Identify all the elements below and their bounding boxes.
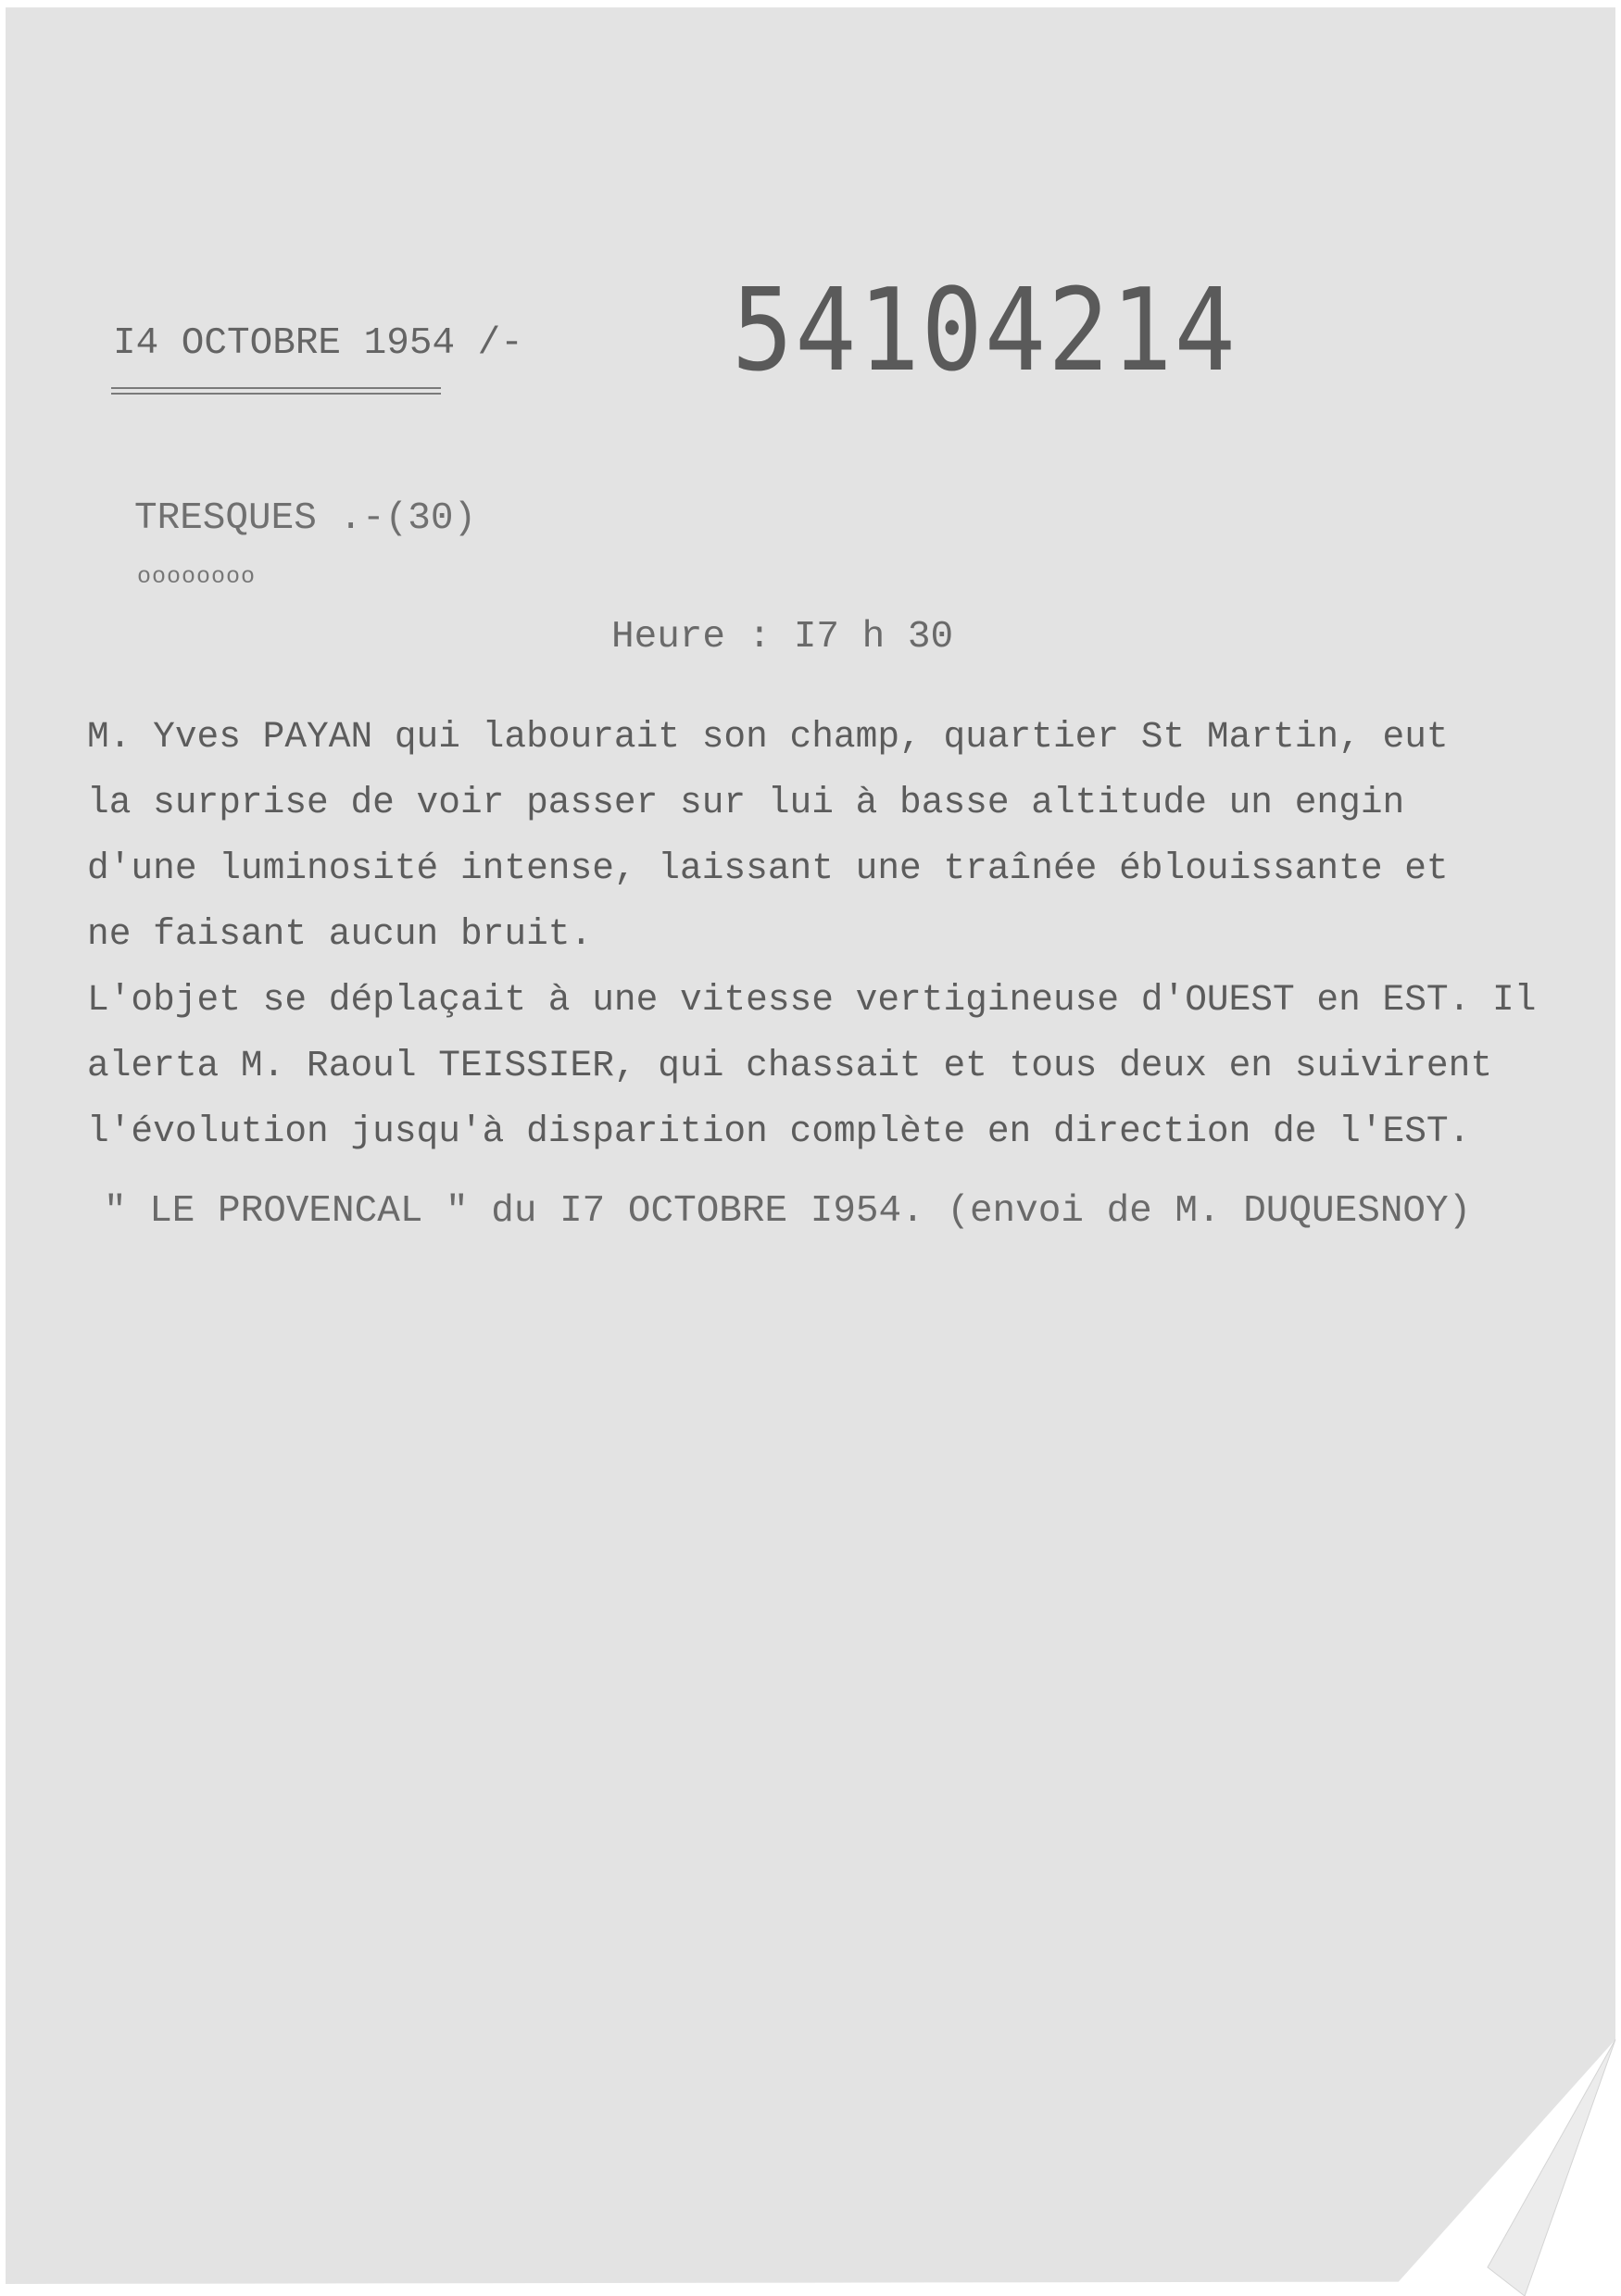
time-of-event: Heure : I7 h 30 — [611, 616, 954, 659]
location-heading: TRESQUES .-(30) — [134, 497, 477, 540]
body-line: l'évolution jusqu'à disparition complète en direction de l'EST. — [87, 1110, 1471, 1152]
report-body — [87, 704, 1569, 1164]
body-line: alerta M. Raoul TEISSIER, qui chassait et tous deux en suivirent — [87, 1045, 1493, 1086]
date-double-underline — [111, 393, 441, 395]
body-line: M. Yves PAYAN qui labourait son champ, quartier St Martin, eut — [87, 716, 1449, 758]
document-date: I4 OCTOBRE 1954 /- — [113, 322, 523, 365]
location-underline: oooooooo — [137, 563, 257, 590]
body-line: la surprise de voir passer sur lui à basse altitude un engin — [87, 782, 1405, 823]
page-curl-corner — [1386, 2036, 1621, 2296]
body-line: ne faisant aucun bruit. — [87, 913, 593, 955]
source-citation: " LE PROVENCAL " du I7 OCTOBRE I954. (envoi de M. DUQUESNOY) — [104, 1190, 1472, 1233]
reference-number-stamp: 54104214 — [732, 264, 1238, 397]
body-line: d'une luminosité intense, laissant une traînée éblouissante et — [87, 847, 1449, 889]
date-underline — [111, 387, 441, 389]
body-line: L'objet se déplaçait à une vitesse vertigineuse d'OUEST en EST. Il — [87, 979, 1537, 1021]
